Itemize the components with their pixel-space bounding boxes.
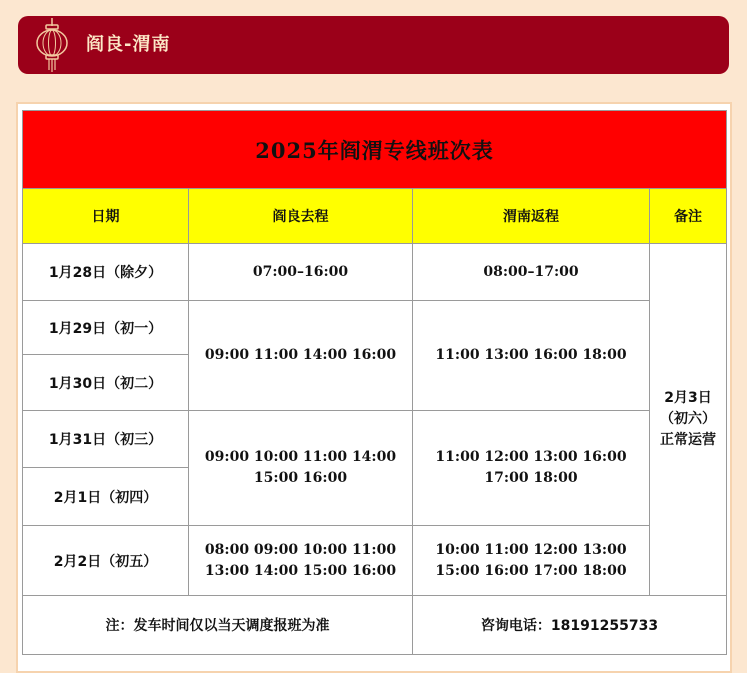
column-header-yanliang: 阎良去程 bbox=[189, 189, 413, 244]
remark-cell bbox=[650, 244, 727, 596]
weinan-times bbox=[413, 526, 650, 596]
section-title: 阎良-渭南 bbox=[86, 34, 171, 55]
yanliang-times bbox=[189, 526, 413, 596]
date-cell: 2月1日（初四） bbox=[23, 468, 189, 526]
lantern-icon bbox=[34, 18, 70, 72]
column-header-weinan: 渭南返程 bbox=[413, 189, 650, 244]
date-cell: 1月28日（除夕） bbox=[23, 244, 189, 301]
section-header bbox=[18, 16, 729, 74]
date-cell: 2月2日（初五） bbox=[23, 526, 189, 596]
time-line: 17:00 18:00 bbox=[484, 470, 578, 486]
column-header-date: 日期 bbox=[23, 189, 189, 244]
table-title: 2025年阎渭专线班次表 bbox=[23, 111, 727, 189]
column-header-remark: 备注 bbox=[650, 189, 727, 244]
date-cell: 1月30日（初二） bbox=[23, 355, 189, 411]
weinan-times bbox=[413, 411, 650, 526]
date-cell: 1月31日（初三） bbox=[23, 411, 189, 468]
remark-lunar: （初六） bbox=[660, 411, 716, 427]
time-line: 09:00 10:00 11:00 14:00 bbox=[204, 449, 397, 465]
date-cell: 1月29日（初一） bbox=[23, 301, 189, 355]
yanliang-times: 09:00 11:00 14:00 16:00 bbox=[189, 301, 413, 411]
time-line: 10:00 11:00 12:00 13:00 bbox=[435, 541, 627, 558]
time-line: 11:00 12:00 13:00 16:00 bbox=[435, 449, 627, 465]
time-line: 13:00 14:00 15:00 16:00 bbox=[204, 562, 397, 579]
weinan-times: 08:00–17:00 bbox=[413, 244, 650, 301]
time-line: 08:00 09:00 10:00 11:00 bbox=[204, 541, 397, 558]
time-line: 15:00 16:00 17:00 18:00 bbox=[435, 562, 627, 579]
yanliang-times: 07:00–16:00 bbox=[189, 244, 413, 301]
time-line: 15:00 16:00 bbox=[253, 470, 348, 486]
yanliang-times bbox=[189, 411, 413, 526]
footer-phone: 咨询电话：18191255733 bbox=[413, 596, 727, 655]
weinan-times: 11:00 13:00 16:00 18:00 bbox=[413, 301, 650, 411]
schedule-table bbox=[22, 110, 727, 655]
schedule-card bbox=[16, 102, 732, 673]
footer-note: 注：发车时间仅以当天调度报班为准 bbox=[23, 596, 413, 655]
remark-date: 2月3日 bbox=[664, 390, 712, 406]
remark-status: 正常运营 bbox=[660, 432, 716, 448]
